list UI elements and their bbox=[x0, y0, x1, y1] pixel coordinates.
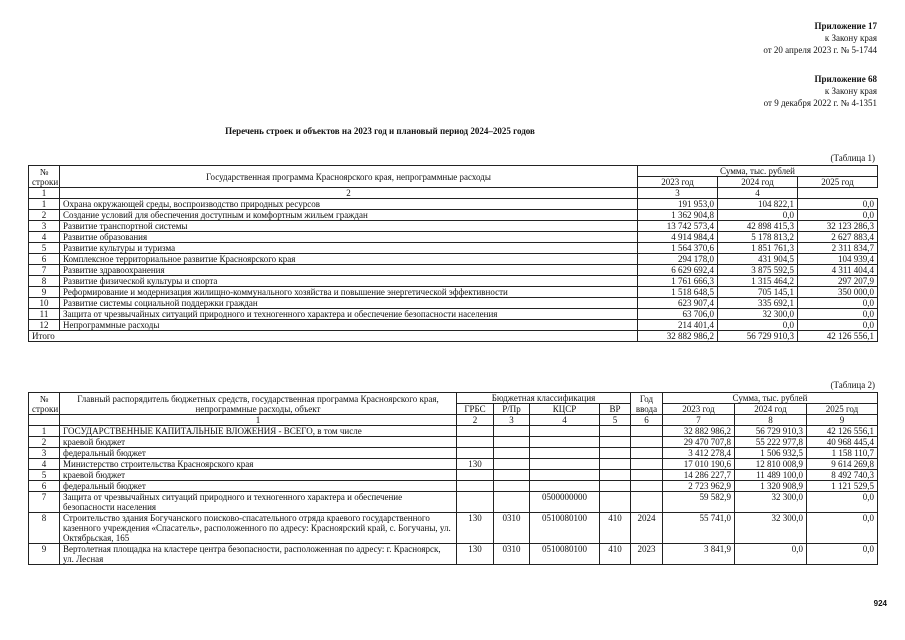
t2-header-rpr: Р/Пр bbox=[494, 404, 530, 415]
amount-2023: 17 010 190,6 bbox=[663, 459, 735, 470]
row-number: 7 bbox=[29, 265, 60, 276]
t1-header-year: 2024 год bbox=[718, 177, 798, 188]
amount-2024: 12 810 008,9 bbox=[735, 459, 807, 470]
amount-2023: 214 401,4 bbox=[638, 320, 718, 331]
t2-header-no: № строки bbox=[29, 393, 60, 415]
table-row bbox=[29, 309, 878, 320]
t2-colnum: 3 bbox=[494, 415, 530, 426]
amount-2023: 191 953,0 bbox=[638, 199, 718, 210]
amount-2025: 297 207,9 bbox=[798, 276, 878, 287]
row-number: 2 bbox=[29, 437, 60, 448]
kcsr-code bbox=[530, 481, 600, 492]
grbs-code: 130 bbox=[457, 544, 494, 565]
grbs-code: 130 bbox=[457, 513, 494, 544]
rpr-code: 0310 bbox=[494, 544, 530, 565]
amount-2025: 0,0 bbox=[798, 199, 878, 210]
kcsr-code bbox=[530, 426, 600, 437]
t2-header-grbs: ГРБС bbox=[457, 404, 494, 415]
appendix-68-line1: к Закону края bbox=[824, 86, 877, 96]
table2-label: (Таблица 2) bbox=[830, 380, 875, 390]
object-name: федеральный бюджет bbox=[60, 481, 457, 492]
t2-header-year-col: 2023 год bbox=[663, 404, 735, 415]
table-row bbox=[29, 287, 878, 298]
table-row bbox=[29, 492, 878, 513]
table-row bbox=[29, 265, 878, 276]
amount-2024: 42 898 415,3 bbox=[718, 221, 798, 232]
row-number: 11 bbox=[29, 309, 60, 320]
t1-header-no: № строки bbox=[29, 166, 60, 188]
amount-2024: 32 300,0 bbox=[735, 492, 807, 513]
commission-year bbox=[631, 481, 663, 492]
table-row bbox=[29, 513, 878, 544]
program-name: Защита от чрезвычайных ситуаций природного и техногенного характера и обеспечение безопасности населения bbox=[60, 309, 638, 320]
t1-colnum: 3 bbox=[638, 188, 718, 199]
amount-2025: 0,0 bbox=[798, 210, 878, 221]
grbs-code bbox=[457, 426, 494, 437]
t1-header-sum: Сумма, тыс. рублей bbox=[638, 166, 878, 177]
grbs-code bbox=[457, 437, 494, 448]
table-row bbox=[29, 437, 878, 448]
total-label: Итого bbox=[29, 331, 638, 342]
amount-2023: 1 564 370,6 bbox=[638, 243, 718, 254]
program-name: Реформирование и модернизация жилищно-коммунального хозяйства и повышение энергетической эффективности bbox=[60, 287, 638, 298]
commission-year bbox=[631, 470, 663, 481]
vr-code bbox=[600, 437, 631, 448]
row-number: 4 bbox=[29, 232, 60, 243]
row-number: 10 bbox=[29, 298, 60, 309]
row-number: 9 bbox=[29, 287, 60, 298]
row-number: 5 bbox=[29, 243, 60, 254]
amount-2023: 55 741,0 bbox=[663, 513, 735, 544]
t2-header-kcsr: КЦСР bbox=[530, 404, 600, 415]
grbs-code: 130 bbox=[457, 459, 494, 470]
amount-2025: 1 121 529,5 bbox=[807, 481, 878, 492]
amount-2025: 2 311 834,7 bbox=[798, 243, 878, 254]
appendix-17-header bbox=[763, 20, 877, 56]
program-name: Развитие культуры и туризма bbox=[60, 243, 638, 254]
amount-2025: 32 123 286,3 bbox=[798, 221, 878, 232]
document-title: Перечень строек и объектов на 2023 год и плановый период 2024–2025 годов bbox=[225, 126, 535, 136]
object-name: Министерство строительства Красноярского края bbox=[60, 459, 457, 470]
object-name: Защита от чрезвычайных ситуаций природного и техногенного характера и обеспечение безопасности населения bbox=[60, 492, 457, 513]
appendix-68-header bbox=[764, 73, 877, 109]
appendix-68-title: Приложение 68 bbox=[814, 74, 877, 84]
rpr-code bbox=[494, 481, 530, 492]
total-2024: 56 729 910,3 bbox=[718, 331, 798, 342]
amount-2024: 0,0 bbox=[718, 320, 798, 331]
program-name: Развитие образования bbox=[60, 232, 638, 243]
t1-header-program: Государственная программа Красноярского края, непрограммные расходы bbox=[60, 166, 638, 188]
amount-2023: 623 907,4 bbox=[638, 298, 718, 309]
program-name: Развитие системы социальной поддержки граждан bbox=[60, 298, 638, 309]
table-row bbox=[29, 199, 878, 210]
row-number: 1 bbox=[29, 199, 60, 210]
object-name: ГОСУДАРСТВЕННЫЕ КАПИТАЛЬНЫЕ ВЛОЖЕНИЯ - ВСЕГО, в том числе bbox=[60, 426, 457, 437]
amount-2024: 1 851 761,3 bbox=[718, 243, 798, 254]
kcsr-code: 0500000000 bbox=[530, 492, 600, 513]
program-name: Развитие транспортной системы bbox=[60, 221, 638, 232]
amount-2023: 1 362 904,8 bbox=[638, 210, 718, 221]
row-number: 1 bbox=[29, 426, 60, 437]
amount-2024: 3 875 592,5 bbox=[718, 265, 798, 276]
amount-2025: 0,0 bbox=[798, 309, 878, 320]
t2-header-year-col: 2025 год bbox=[807, 404, 878, 415]
amount-2023: 6 629 692,4 bbox=[638, 265, 718, 276]
appendix-17-line2: от 20 апреля 2023 г. № 5-1744 bbox=[763, 45, 877, 55]
grbs-code bbox=[457, 470, 494, 481]
commission-year bbox=[631, 426, 663, 437]
table-programs bbox=[28, 165, 878, 342]
rpr-code bbox=[494, 448, 530, 459]
row-number: 8 bbox=[29, 276, 60, 287]
amount-2024: 104 822,1 bbox=[718, 199, 798, 210]
program-name: Комплексное территориальное развитие Красноярского края bbox=[60, 254, 638, 265]
amount-2023: 63 706,0 bbox=[638, 309, 718, 320]
commission-year bbox=[631, 492, 663, 513]
commission-year: 2024 bbox=[631, 513, 663, 544]
t2-header-sum: Сумма, тыс. рублей bbox=[663, 393, 878, 404]
table-row bbox=[29, 276, 878, 287]
amount-2023: 29 470 707,8 bbox=[663, 437, 735, 448]
t2-header-year-col: 2024 год bbox=[735, 404, 807, 415]
table-row bbox=[29, 459, 878, 470]
rpr-code bbox=[494, 470, 530, 481]
vr-code bbox=[600, 459, 631, 470]
row-number: 3 bbox=[29, 448, 60, 459]
rpr-code bbox=[494, 459, 530, 470]
table-row bbox=[29, 544, 878, 565]
table-objects bbox=[28, 392, 878, 565]
t2-colnum-blank bbox=[29, 415, 60, 426]
t1-header-year: 2023 год bbox=[638, 177, 718, 188]
commission-year bbox=[631, 459, 663, 470]
amount-2023: 4 914 984,4 bbox=[638, 232, 718, 243]
row-number: 5 bbox=[29, 470, 60, 481]
program-name: Создание условий для обеспечения доступным и комфортным жильем граждан bbox=[60, 210, 638, 221]
total-2023: 32 882 986,2 bbox=[638, 331, 718, 342]
amount-2024: 705 145,1 bbox=[718, 287, 798, 298]
amount-2023: 2 723 962,9 bbox=[663, 481, 735, 492]
amount-2025: 0,0 bbox=[807, 544, 878, 565]
total-2025: 42 126 556,1 bbox=[798, 331, 878, 342]
table1-label: (Таблица 1) bbox=[830, 153, 875, 163]
t2-colnum: 5 bbox=[600, 415, 631, 426]
amount-2023: 1 518 648,5 bbox=[638, 287, 718, 298]
amount-2025: 0,0 bbox=[807, 513, 878, 544]
amount-2024: 0,0 bbox=[718, 210, 798, 221]
amount-2023: 13 742 573,4 bbox=[638, 221, 718, 232]
t1-colnum: 2 bbox=[60, 188, 638, 199]
vr-code bbox=[600, 470, 631, 481]
appendix-68-line2: от 9 декабря 2022 г. № 4-1351 bbox=[763, 98, 877, 108]
amount-2024: 32 300,0 bbox=[718, 309, 798, 320]
amount-2024: 1 320 908,9 bbox=[735, 481, 807, 492]
amount-2024: 56 729 910,3 bbox=[735, 426, 807, 437]
object-name: краевой бюджет bbox=[60, 437, 457, 448]
kcsr-code bbox=[530, 437, 600, 448]
object-name: Вертолетная площадка на кластере центра безопасности, расположенная по адресу: г. Красноярск, ул. Лесная bbox=[60, 544, 457, 565]
appendix-17-title: Приложение 17 bbox=[814, 21, 877, 31]
object-name: Строительство здания Богучанского поисково-спасательного отряда краевого государственного казенного учреждения «Спасатель», расположенного по адресу: Красноярский край, с. Богучаны, ул. Октябрьская, 165 bbox=[60, 513, 457, 544]
rpr-code bbox=[494, 437, 530, 448]
total-row bbox=[29, 331, 878, 342]
rpr-code: 0310 bbox=[494, 513, 530, 544]
amount-2023: 3 412 278,4 bbox=[663, 448, 735, 459]
row-number: 7 bbox=[29, 492, 60, 513]
table-row bbox=[29, 426, 878, 437]
row-number: 6 bbox=[29, 254, 60, 265]
kcsr-code bbox=[530, 470, 600, 481]
t1-colnum: 1 bbox=[29, 188, 60, 199]
t1-header-year: 2025 год bbox=[798, 177, 878, 188]
table-row bbox=[29, 254, 878, 265]
table-row bbox=[29, 221, 878, 232]
vr-code bbox=[600, 492, 631, 513]
t2-colnum: 4 bbox=[530, 415, 600, 426]
vr-code: 410 bbox=[600, 544, 631, 565]
amount-2024: 335 692,1 bbox=[718, 298, 798, 309]
vr-code bbox=[600, 481, 631, 492]
object-name: краевой бюджет bbox=[60, 470, 457, 481]
appendix-17-line1: к Закону края bbox=[824, 33, 877, 43]
program-name: Охрана окружающей среды, воспроизводство природных ресурсов bbox=[60, 199, 638, 210]
amount-2025: 1 158 110,7 bbox=[807, 448, 878, 459]
page-number: 924 bbox=[873, 599, 887, 608]
table-row bbox=[29, 210, 878, 221]
t2-header-year: Год ввода bbox=[631, 393, 663, 415]
t2-header-name: Главный распорядитель бюджетных средств, государственная программа Красноярского края, непрограммные расходы, объект bbox=[60, 393, 457, 415]
amount-2023: 294 178,0 bbox=[638, 254, 718, 265]
rpr-code bbox=[494, 492, 530, 513]
row-number: 8 bbox=[29, 513, 60, 544]
grbs-code bbox=[457, 492, 494, 513]
row-number: 12 bbox=[29, 320, 60, 331]
amount-2025: 4 311 404,4 bbox=[798, 265, 878, 276]
row-number: 4 bbox=[29, 459, 60, 470]
amount-2025: 8 492 740,3 bbox=[807, 470, 878, 481]
t2-colnum: 1 bbox=[60, 415, 457, 426]
amount-2025: 9 614 269,8 bbox=[807, 459, 878, 470]
amount-2025: 0,0 bbox=[807, 492, 878, 513]
kcsr-code: 0510080100 bbox=[530, 513, 600, 544]
table-row bbox=[29, 470, 878, 481]
t2-header-vr: ВР bbox=[600, 404, 631, 415]
vr-code bbox=[600, 448, 631, 459]
amount-2024: 1 506 932,5 bbox=[735, 448, 807, 459]
amount-2025: 350 000,0 bbox=[798, 287, 878, 298]
grbs-code bbox=[457, 481, 494, 492]
row-number: 9 bbox=[29, 544, 60, 565]
vr-code bbox=[600, 426, 631, 437]
table-row bbox=[29, 243, 878, 254]
rpr-code bbox=[494, 426, 530, 437]
amount-2024: 5 178 813,2 bbox=[718, 232, 798, 243]
kcsr-code bbox=[530, 459, 600, 470]
kcsr-code bbox=[530, 448, 600, 459]
amount-2025: 42 126 556,1 bbox=[807, 426, 878, 437]
amount-2023: 1 761 666,3 bbox=[638, 276, 718, 287]
t2-header-bk: Бюджетная классификация bbox=[457, 393, 631, 404]
amount-2025: 104 939,4 bbox=[798, 254, 878, 265]
table-row bbox=[29, 298, 878, 309]
t1-colnum: 4 bbox=[718, 188, 798, 199]
row-number: 6 bbox=[29, 481, 60, 492]
row-number: 3 bbox=[29, 221, 60, 232]
table-row bbox=[29, 232, 878, 243]
amount-2025: 0,0 bbox=[798, 320, 878, 331]
amount-2024: 1 315 464,2 bbox=[718, 276, 798, 287]
object-name: федеральный бюджет bbox=[60, 448, 457, 459]
commission-year: 2023 bbox=[631, 544, 663, 565]
program-name: Развитие здравоохранения bbox=[60, 265, 638, 276]
amount-2024: 0,0 bbox=[735, 544, 807, 565]
program-name: Развитие физической культуры и спорта bbox=[60, 276, 638, 287]
amount-2023: 59 582,9 bbox=[663, 492, 735, 513]
t2-colnum: 9 bbox=[807, 415, 878, 426]
amount-2025: 0,0 bbox=[798, 298, 878, 309]
vr-code: 410 bbox=[600, 513, 631, 544]
table-row bbox=[29, 481, 878, 492]
t2-colnum: 7 bbox=[663, 415, 735, 426]
amount-2024: 55 222 977,8 bbox=[735, 437, 807, 448]
amount-2024: 11 489 100,0 bbox=[735, 470, 807, 481]
grbs-code bbox=[457, 448, 494, 459]
t2-colnum: 8 bbox=[735, 415, 807, 426]
amount-2025: 2 627 883,4 bbox=[798, 232, 878, 243]
t2-colnum: 2 bbox=[457, 415, 494, 426]
program-name: Непрограммные расходы bbox=[60, 320, 638, 331]
amount-2023: 32 882 986,2 bbox=[663, 426, 735, 437]
amount-2023: 3 841,9 bbox=[663, 544, 735, 565]
amount-2024: 32 300,0 bbox=[735, 513, 807, 544]
table-row bbox=[29, 448, 878, 459]
commission-year bbox=[631, 437, 663, 448]
table-row bbox=[29, 320, 878, 331]
kcsr-code: 0510080100 bbox=[530, 544, 600, 565]
amount-2023: 14 286 227,7 bbox=[663, 470, 735, 481]
row-number: 2 bbox=[29, 210, 60, 221]
amount-2024: 431 904,5 bbox=[718, 254, 798, 265]
t2-colnum: 6 bbox=[631, 415, 663, 426]
amount-2025: 40 968 445,4 bbox=[807, 437, 878, 448]
commission-year bbox=[631, 448, 663, 459]
